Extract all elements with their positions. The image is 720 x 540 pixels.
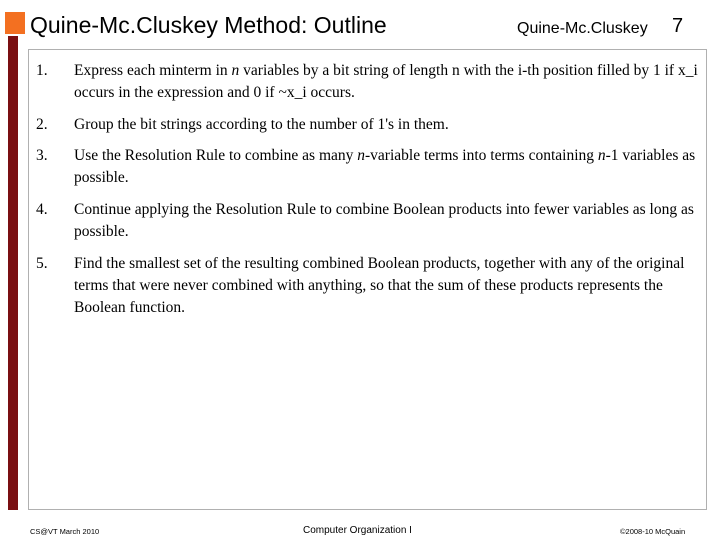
header-topic: Quine-Mc.Cluskey [517, 20, 648, 37]
slide-number: 7 [672, 15, 684, 37]
list-item-number: 3. [36, 147, 48, 164]
list-item-text: Continue applying the Resolution Rule to combine Boolean products into fewer variables as long as possible. [74, 201, 694, 240]
list-item-text: Find the smallest set of the resulting combined Boolean products, together with any of the original terms that were never combined with anything, so that the sum of these products represents the Boolean function. [74, 255, 685, 316]
list-item-text: Use the Resolution Rule to combine as many n-variable terms into terms containing n-1 variables as possible. [74, 147, 696, 186]
footer-title: Computer Organization I [303, 525, 412, 536]
footer-copyright: ©2008-10 McQuain [620, 527, 686, 536]
list-item-number: 1. [36, 62, 48, 79]
list-item-number: 4. [36, 201, 48, 218]
list-item-number: 2. [36, 116, 48, 133]
left-accent-bar [8, 36, 18, 510]
slide-title: Quine-Mc.Cluskey Method: Outline [30, 12, 387, 38]
list-item-text: Group the bit strings according to the number of 1's in them. [74, 116, 449, 133]
accent-square [5, 12, 25, 34]
footer-course: CS@VT March 2010 [30, 527, 100, 536]
list-item-text: Express each minterm in n variables by a bit string of length n with the i-th position filled by 1 if x_i occurs in the expression and 0 if ~x_i occurs. [74, 62, 698, 101]
list-item-number: 5. [36, 255, 48, 272]
